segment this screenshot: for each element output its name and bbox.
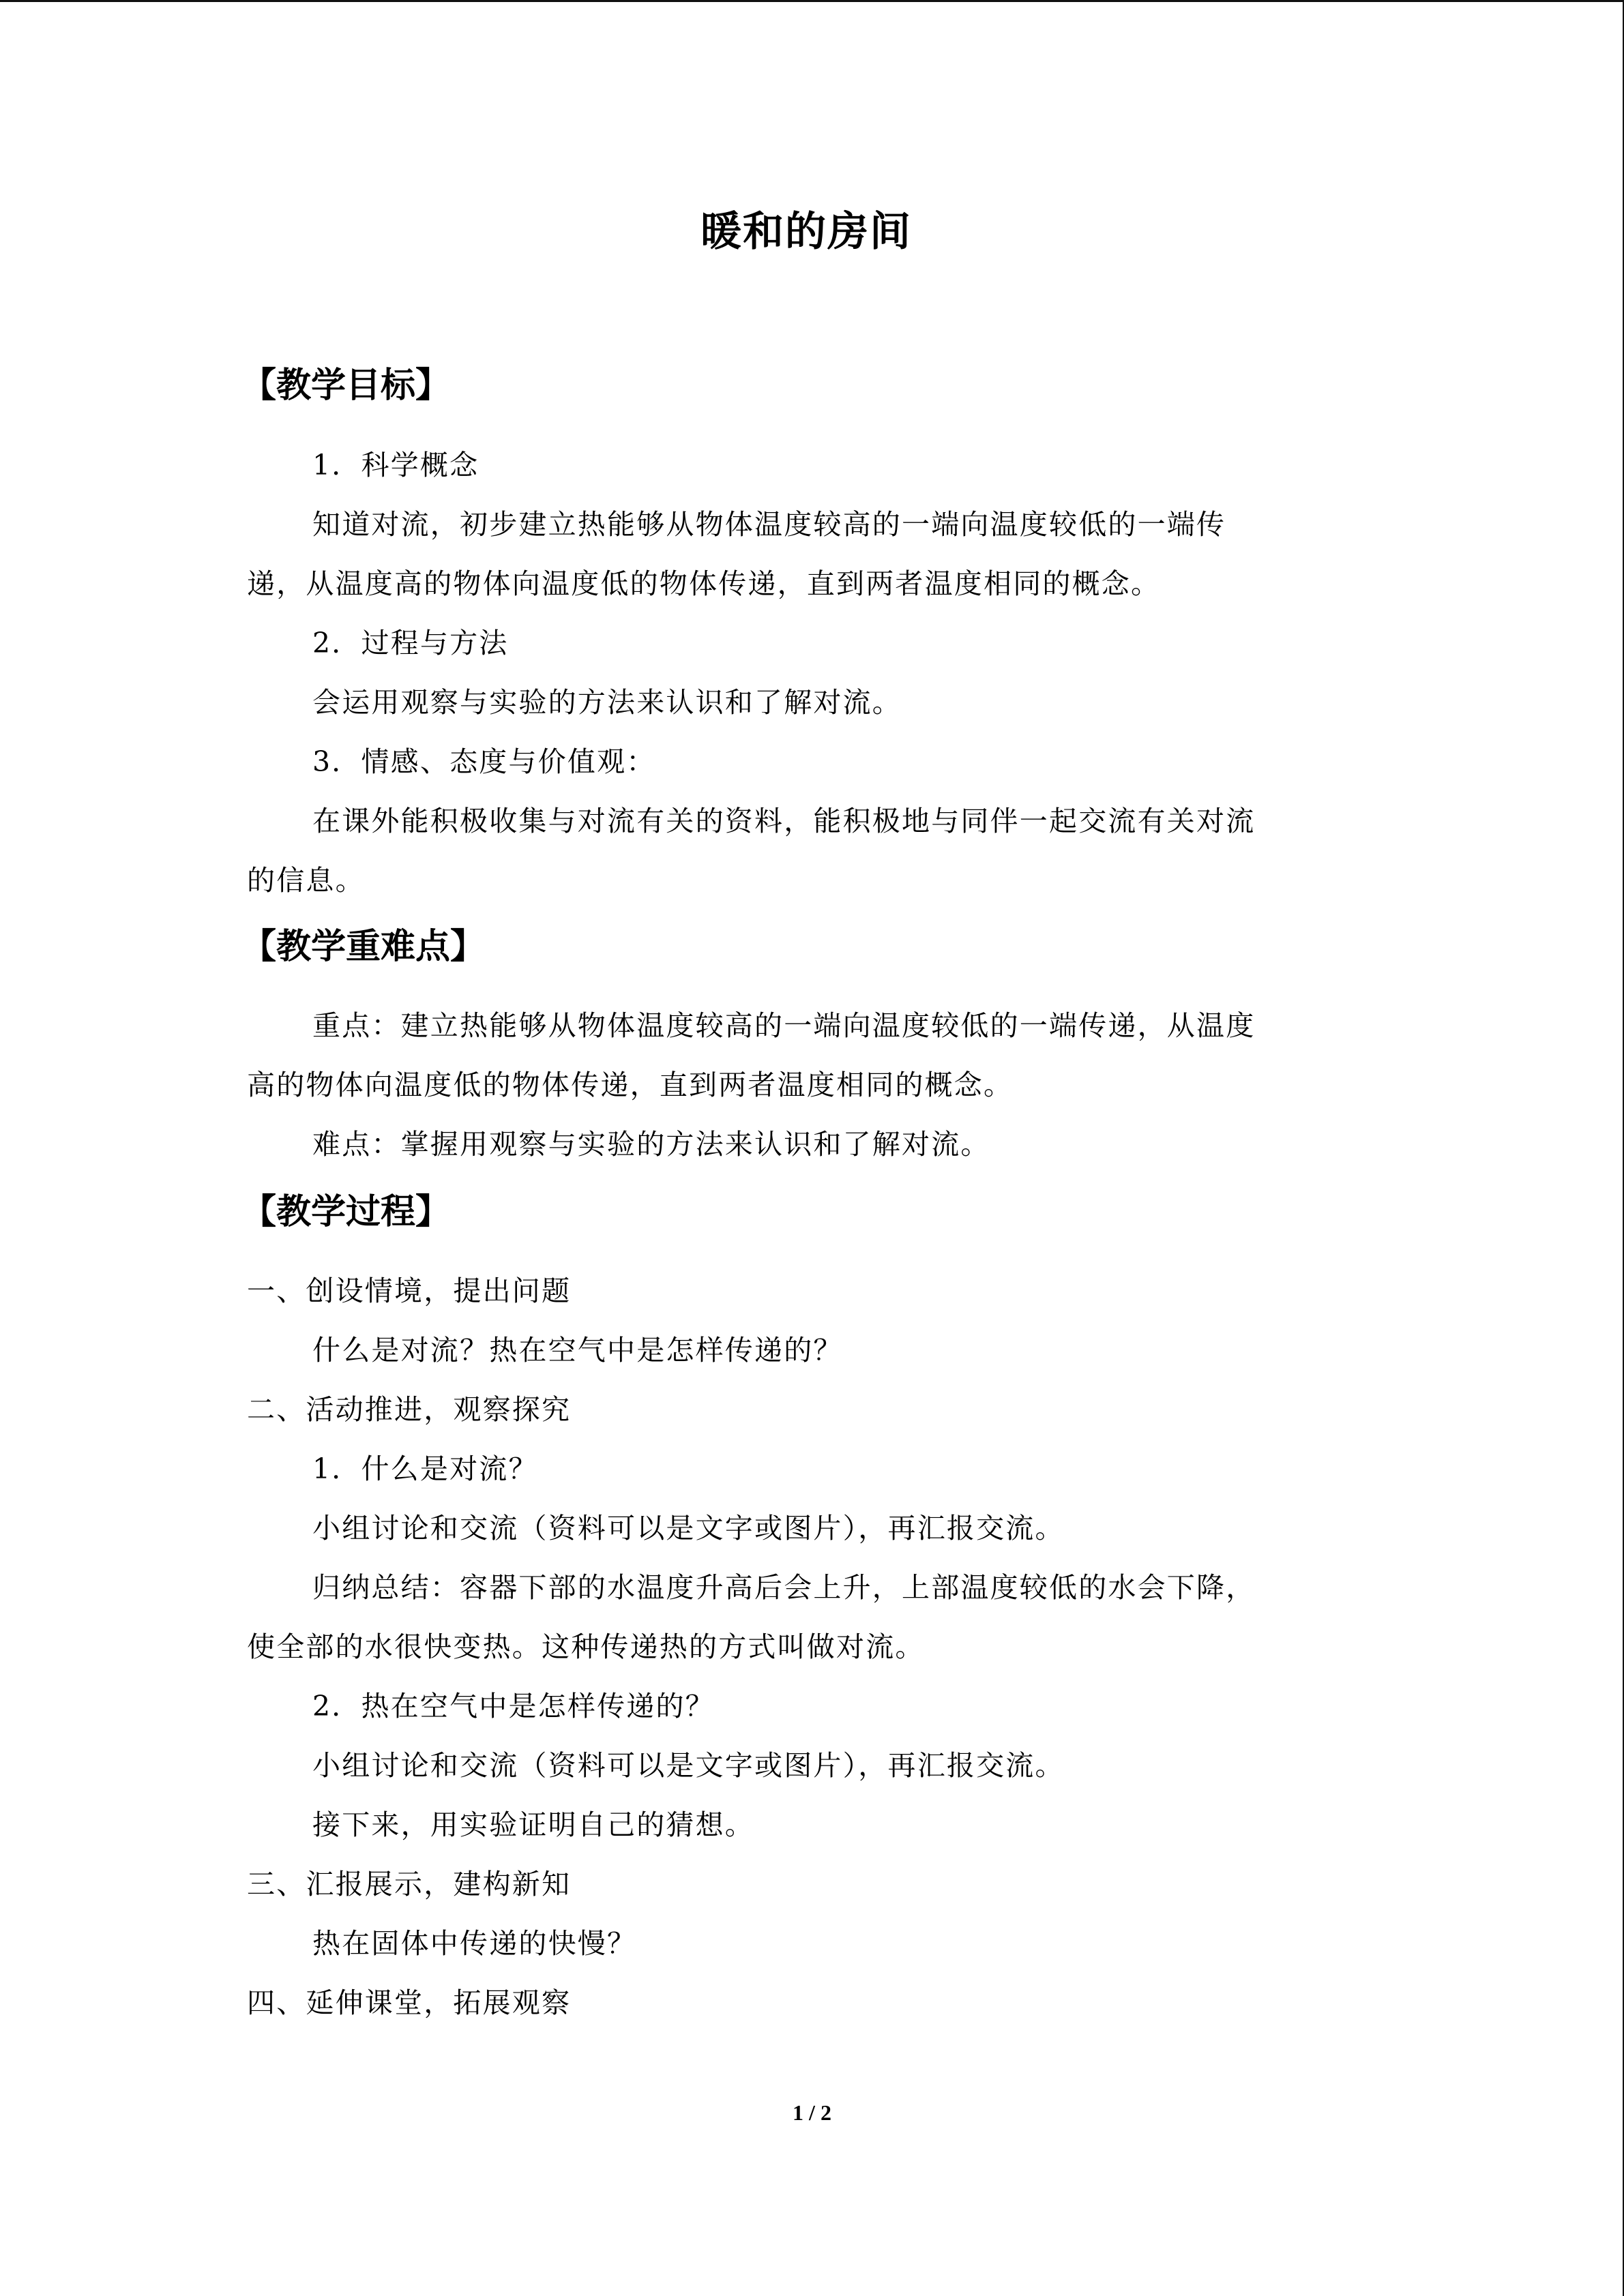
document-title: 暖和的房间 (700, 208, 912, 256)
paragraph-line: 2．过程与方法 (312, 627, 509, 659)
section-heading-key-difficulties: 【教学重难点】 (241, 926, 486, 967)
paragraph-line: 重点：建立热能够从物体温度较高的一端向温度较低的一端传递，从温度 (312, 1009, 1256, 1042)
paragraph-line: 四、延伸课堂，拓展观察 (247, 1986, 572, 2019)
paragraph-line: 难点：掌握用观察与实验的方法来认识和了解对流。 (312, 1128, 990, 1161)
page-top-border (0, 0, 1624, 2)
paragraph-line: 使全部的水很快变热。这种传递热的方式叫做对流。 (247, 1630, 925, 1663)
paragraph-line: 在课外能积极收集与对流有关的资料，能积极地与同伴一起交流有关对流 (312, 805, 1256, 837)
paragraph-line: 接下来，用实验证明自己的猜想。 (312, 1808, 754, 1841)
paragraph-line: 归纳总结：容器下部的水温度升高后会上升，上部温度较低的水会下降， (312, 1571, 1256, 1604)
paragraph-line: 知道对流，初步建立热能够从物体温度较高的一端向温度较低的一端传 (312, 508, 1226, 541)
section-heading-teaching-goals: 【教学目标】 (241, 365, 451, 406)
paragraph-line: 会运用观察与实验的方法来认识和了解对流。 (312, 686, 902, 719)
paragraph-line: 3．情感、态度与价值观： (312, 745, 656, 778)
paragraph-line: 小组讨论和交流（资料可以是文字或图片），再汇报交流。 (312, 1749, 1065, 1782)
paragraph-line: 热在固体中传递的快慢？ (312, 1927, 637, 1960)
paragraph-line: 二、活动推进，观察探究 (247, 1393, 572, 1426)
paragraph-line: 1．科学概念 (312, 449, 479, 481)
paragraph-line: 什么是对流？热在空气中是怎样传递的？ (312, 1334, 843, 1367)
paragraph-line: 小组讨论和交流（资料可以是文字或图片），再汇报交流。 (312, 1512, 1065, 1545)
paragraph-line: 高的物体向温度低的物体传递，直到两者温度相同的概念。 (247, 1069, 1014, 1101)
paragraph-line: 三、汇报展示，建构新知 (247, 1868, 572, 1900)
paragraph-line: 一、创设情境，提出问题 (247, 1274, 572, 1307)
page-number: 1 / 2 (793, 2100, 831, 2125)
paragraph-line: 2．热在空气中是怎样传递的？ (312, 1690, 715, 1723)
paragraph-line: 递，从温度高的物体向温度低的物体传递，直到两者温度相同的概念。 (247, 567, 1161, 600)
paragraph-line: 的信息。 (247, 864, 365, 897)
section-heading-teaching-process: 【教学过程】 (241, 1191, 451, 1232)
paragraph-line: 1．什么是对流？ (312, 1452, 538, 1485)
